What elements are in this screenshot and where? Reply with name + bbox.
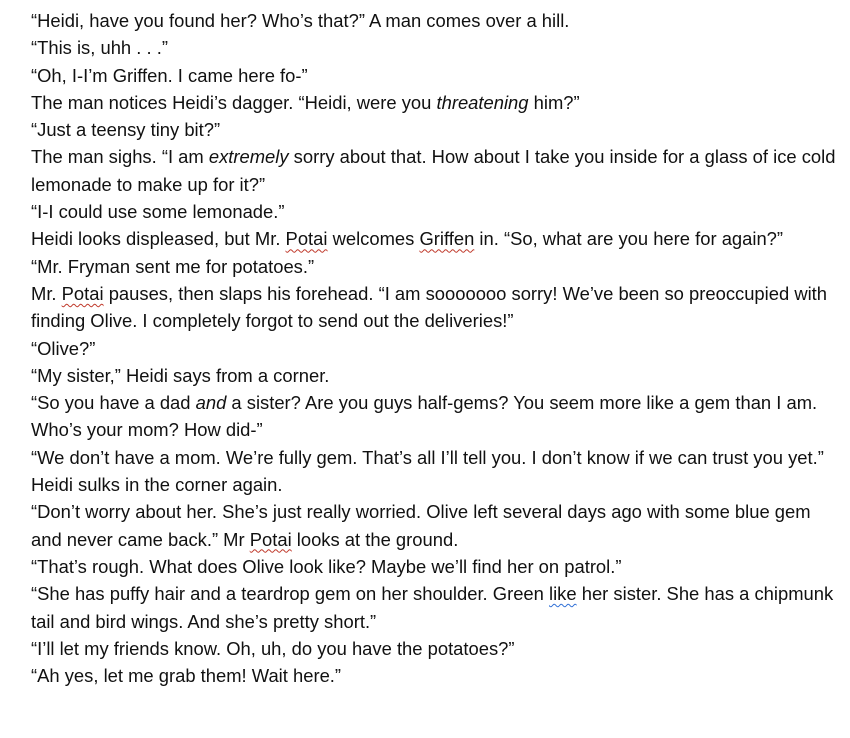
text-run: “I’ll let my friends know. Oh, uh, do you have the potatoes?”: [31, 637, 515, 659]
paragraph: [31, 253, 843, 280]
grammar-flagged-word: like: [549, 583, 577, 605]
paragraph: [31, 143, 843, 198]
paragraph: [31, 444, 843, 499]
text-run: pauses, then slaps his forehead. “I am sooooooo sorry! We’ve been so preoccupied with finding Olive. I completely forgot to send out the deliveries!”: [31, 282, 828, 332]
text-run: “Oh, I-I’m Griffen. I came here fo-”: [31, 64, 308, 86]
text-run: The man notices Heidi’s dagger. “Heidi, were you: [31, 91, 437, 113]
paragraph: [31, 89, 843, 116]
text-run: Heidi looks displeased, but Mr.: [31, 228, 286, 250]
paragraph: [31, 662, 843, 689]
text-run: “This is, uhh . . .”: [31, 37, 168, 59]
text-run: a sister? Are you guys half-gems? You seem more like a gem than I am. Who’s your mom? How did-”: [31, 392, 818, 441]
paragraph: [31, 62, 843, 89]
text-run: looks at the ground.: [291, 528, 459, 550]
italic-text: threatening: [436, 91, 529, 113]
text-run: “We don’t have a mom. We’re fully gem. That’s all I’ll tell you. I don’t know if we can trust you yet.” Heidi sulks in the corner again.: [31, 446, 824, 496]
text-run: “Mr. Fryman sent me for potatoes.”: [31, 255, 315, 277]
text-run: “Just a teensy tiny bit?”: [31, 119, 221, 141]
text-run: “She has puffy hair and a teardrop gem on her shoulder. Green: [31, 583, 549, 605]
italic-text: and: [195, 392, 227, 414]
text-run: her sister. She has a chipmunk tail and bird wings. And she’s pretty short.”: [31, 583, 834, 632]
paragraph: [31, 116, 843, 143]
text-run: him?”: [528, 91, 580, 113]
paragraph: [31, 34, 843, 61]
text-run: “Olive?”: [31, 337, 96, 359]
spelling-flagged-word: Griffen: [419, 228, 475, 250]
text-run: “Ah yes, let me grab them! Wait here.”: [31, 665, 342, 687]
spelling-flagged-word: Potai: [249, 528, 292, 550]
text-run: Mr.: [31, 282, 62, 304]
paragraph: [31, 198, 843, 225]
text-run: The man sighs. “I am: [31, 146, 209, 168]
text-run: “Don’t worry about her. She’s just really worried. Olive left several days ago with some blue gem and never came back.” Mr: [31, 501, 811, 550]
text-run: in. “So, what are you here for again?”: [474, 228, 784, 250]
spelling-flagged-word: Potai: [61, 282, 104, 304]
paragraph: [31, 553, 843, 580]
text-run: “My sister,” Heidi says from a corner.: [31, 364, 330, 386]
text-run: “So you have a dad: [31, 392, 196, 414]
text-run: “That’s rough. What does Olive look like? Maybe we’ll find her on patrol.”: [31, 555, 622, 577]
paragraph: [31, 580, 843, 635]
paragraph: [31, 389, 843, 444]
italic-text: extremely: [208, 146, 289, 168]
text-run: welcomes: [327, 228, 420, 250]
paragraph: [31, 335, 843, 362]
paragraph: [31, 225, 843, 252]
paragraph: [31, 635, 843, 662]
paragraph: [31, 280, 843, 335]
text-run: sorry about that. How about I take you inside for a glass of ice cold lemonade to make up for it?”: [31, 146, 836, 195]
text-run: “I-I could use some lemonade.”: [31, 201, 285, 223]
paragraph: [31, 7, 843, 34]
document-body: [31, 7, 843, 689]
paragraph: [31, 362, 843, 389]
spelling-flagged-word: Potai: [285, 228, 328, 250]
paragraph: [31, 498, 843, 553]
text-run: “Heidi, have you found her? Who’s that?” A man comes over a hill.: [31, 10, 570, 31]
